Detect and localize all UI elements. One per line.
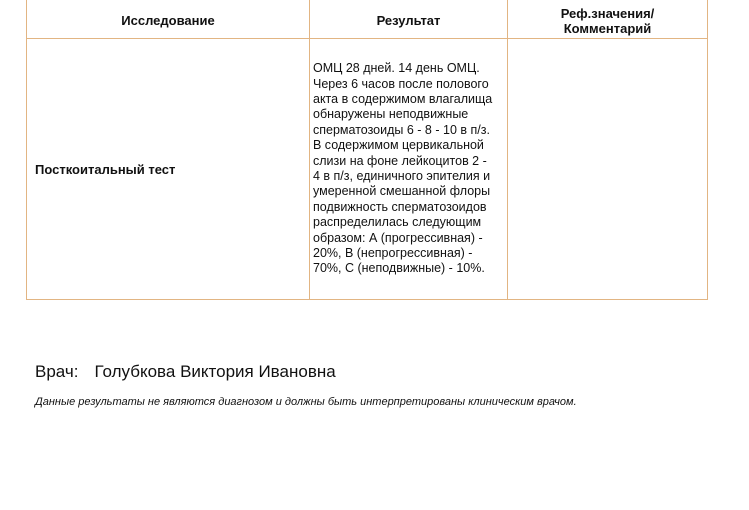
reference-cell <box>508 39 708 300</box>
doctor-line <box>35 362 336 382</box>
table-header-row <box>27 0 708 39</box>
results-table-container <box>26 0 707 302</box>
table-row <box>27 39 708 300</box>
test-name-cell: Посткоитальный тест <box>27 39 310 300</box>
header-reference: Реф.значения/ Комментарий <box>508 0 708 39</box>
doctor-name: Голубкова Виктория Ивановна <box>94 362 336 381</box>
header-test: Исследование <box>27 0 310 39</box>
test-result-cell: ОМЦ 28 дней. 14 день ОМЦ. Через 6 часов после полового акта в содержимом влагалища обнаружены неподвижные сперматозоиды 6 - 8 - 10 в п/з. В содержимом цервикальной слизи на фоне лейкоцитов 2 - 4 в п/з, единичного эпителия и умеренной смешанной флоры подвижность сперматозоидов распределилась следующим образом: А (прогрессивная) - 20%, В (непрогрессивная) - 70%, С (неподвижные) - 10%. <box>310 39 508 300</box>
disclaimer-text: Данные результаты не являются диагнозом и должны быть интерпретированы клиническим врачом. <box>35 396 577 408</box>
doctor-label: Врач: <box>35 362 79 381</box>
results-table <box>26 0 708 300</box>
header-result: Результат <box>310 0 508 39</box>
